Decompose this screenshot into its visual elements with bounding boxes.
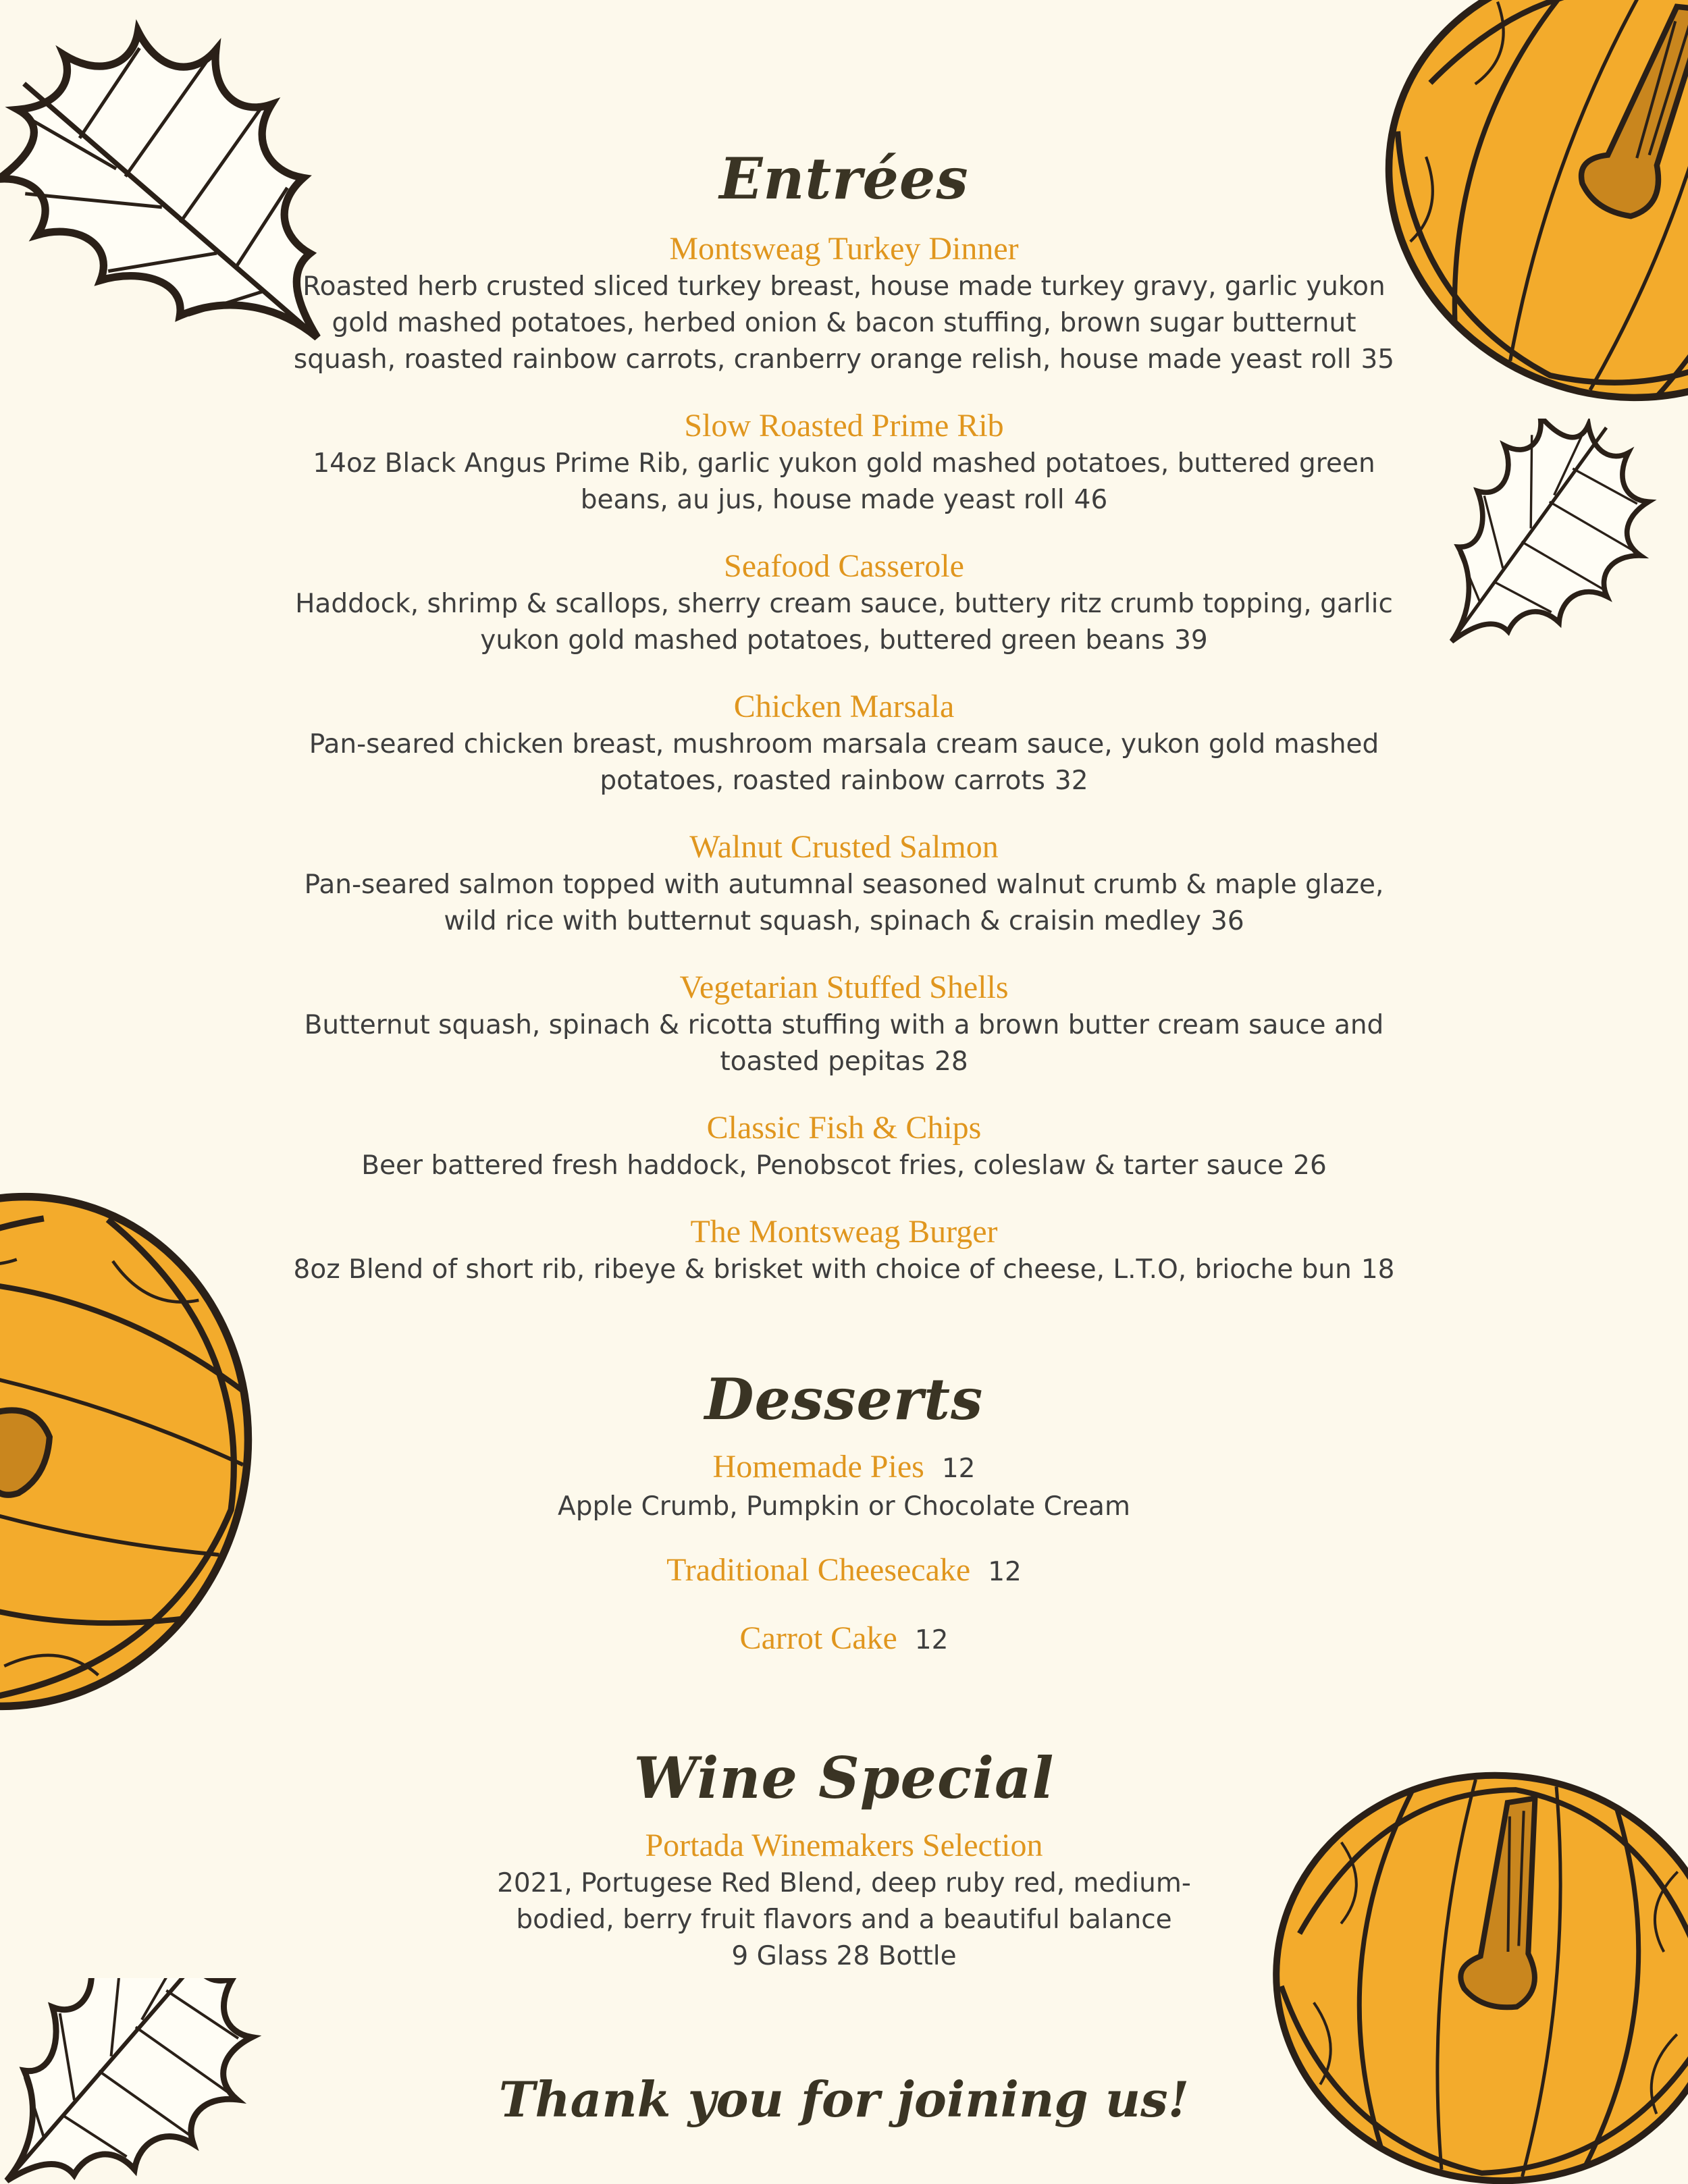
item-name: Vegetarian Stuffed Shells [679, 969, 1009, 1005]
entrees-title: Entrées [719, 145, 969, 212]
menu-item [290, 1447, 1398, 1525]
item-name: Walnut Crusted Salmon [689, 829, 999, 865]
menu-item [290, 230, 1398, 378]
item-name: The Montsweag Burger [690, 1214, 998, 1250]
wine-description-line: bodied, berry fruit flavors and a beautiful balance [516, 1905, 1172, 1935]
item-description: Pan-seared chicken breast, mushroom marsala cream sauce, yukon gold mashed potatoes, roasted rainbow carrots 32 [309, 729, 1379, 796]
item-price: 39 [1174, 625, 1208, 656]
item-description: 14oz Black Angus Prime Rib, garlic yukon gold mashed potatoes, buttered green beans, au jus, house made yeast roll 46 [313, 448, 1375, 515]
item-name: Seafood Casserole [724, 548, 964, 584]
item-price: 36 [1211, 906, 1244, 936]
item-price: 28 [934, 1046, 968, 1077]
item-name: Homemade Pies 12 [712, 1449, 976, 1485]
item-price: 46 [1074, 485, 1108, 515]
item-price: 12 [941, 1454, 976, 1484]
item-name: Slow Roasted Prime Rib [684, 408, 1004, 444]
menu-item [290, 547, 1398, 659]
closing-message: Thank you for joining us! [498, 2071, 1190, 2128]
item-name: Traditional Cheesecake 12 [666, 1552, 1022, 1588]
menu-item [290, 1619, 1398, 1660]
item-price: 18 [1361, 1254, 1395, 1285]
menu-item [290, 1109, 1398, 1184]
wine-price: 9 Glass 28 Bottle [731, 1941, 957, 1971]
menu-item [290, 406, 1398, 518]
item-price: 12 [988, 1557, 1022, 1587]
item-price: 35 [1361, 344, 1395, 375]
item-price: 32 [1054, 766, 1088, 796]
item-description: Haddock, shrimp & scallops, sherry cream sauce, buttery ritz crumb topping, garlic yukon gold mashed potatoes, buttered green beans 39 [295, 589, 1393, 656]
item-description: Beer battered fresh haddock, Penobscot fries, coleslaw & tarter sauce 26 [361, 1150, 1327, 1181]
item-price: 26 [1293, 1150, 1327, 1181]
item-description: Apple Crumb, Pumpkin or Chocolate Cream [558, 1491, 1130, 1522]
menu [290, 142, 1398, 2130]
wine-title: Wine Special [633, 1744, 1055, 1811]
item-name: Classic Fish & Chips [706, 1110, 982, 1146]
pumpkin-icon [0, 1175, 257, 1728]
menu-item [290, 968, 1398, 1080]
oak-leaf-icon [1438, 419, 1688, 689]
item-description: Pan-seared salmon topped with autumnal seasoned walnut crumb & maple glaze, wild rice with butternut squash, spinach & craisin medley 36 [304, 870, 1384, 936]
menu-item [290, 1551, 1398, 1592]
item-description: Roasted herb crusted sliced turkey breast, house made turkey gravy, garlic yukon gold mashed potatoes, herbed onion & bacon stuffing, brown sugar butternut squash, roasted rainbow carrots, cranberry orange relish, house made yeast roll 35 [293, 271, 1395, 375]
oak-leaf-icon [0, 1978, 311, 2184]
item-name: Chicken Marsala [733, 689, 955, 724]
item-name: Portada Winemakers Selection [645, 1828, 1043, 1863]
desserts-title: Desserts [704, 1366, 984, 1433]
menu-item [290, 828, 1398, 940]
menu-item [290, 1213, 1398, 1288]
menu-item [290, 1826, 1398, 1975]
wine-description-line: 2021, Portugese Red Blend, deep ruby red, medium- [497, 1868, 1191, 1898]
menu-item [290, 687, 1398, 799]
item-description: 8oz Blend of short rib, ribeye & brisket with choice of cheese, L.T.O, brioche bun 18 [293, 1254, 1395, 1285]
item-price: 12 [914, 1625, 949, 1655]
item-name: Montsweag Turkey Dinner [669, 231, 1019, 267]
item-description: Butternut squash, spinach & ricotta stuffing with a brown butter cream sauce and toasted pepitas 28 [304, 1010, 1384, 1077]
pumpkin-icon [1357, 0, 1688, 419]
item-name: Carrot Cake 12 [739, 1620, 949, 1656]
